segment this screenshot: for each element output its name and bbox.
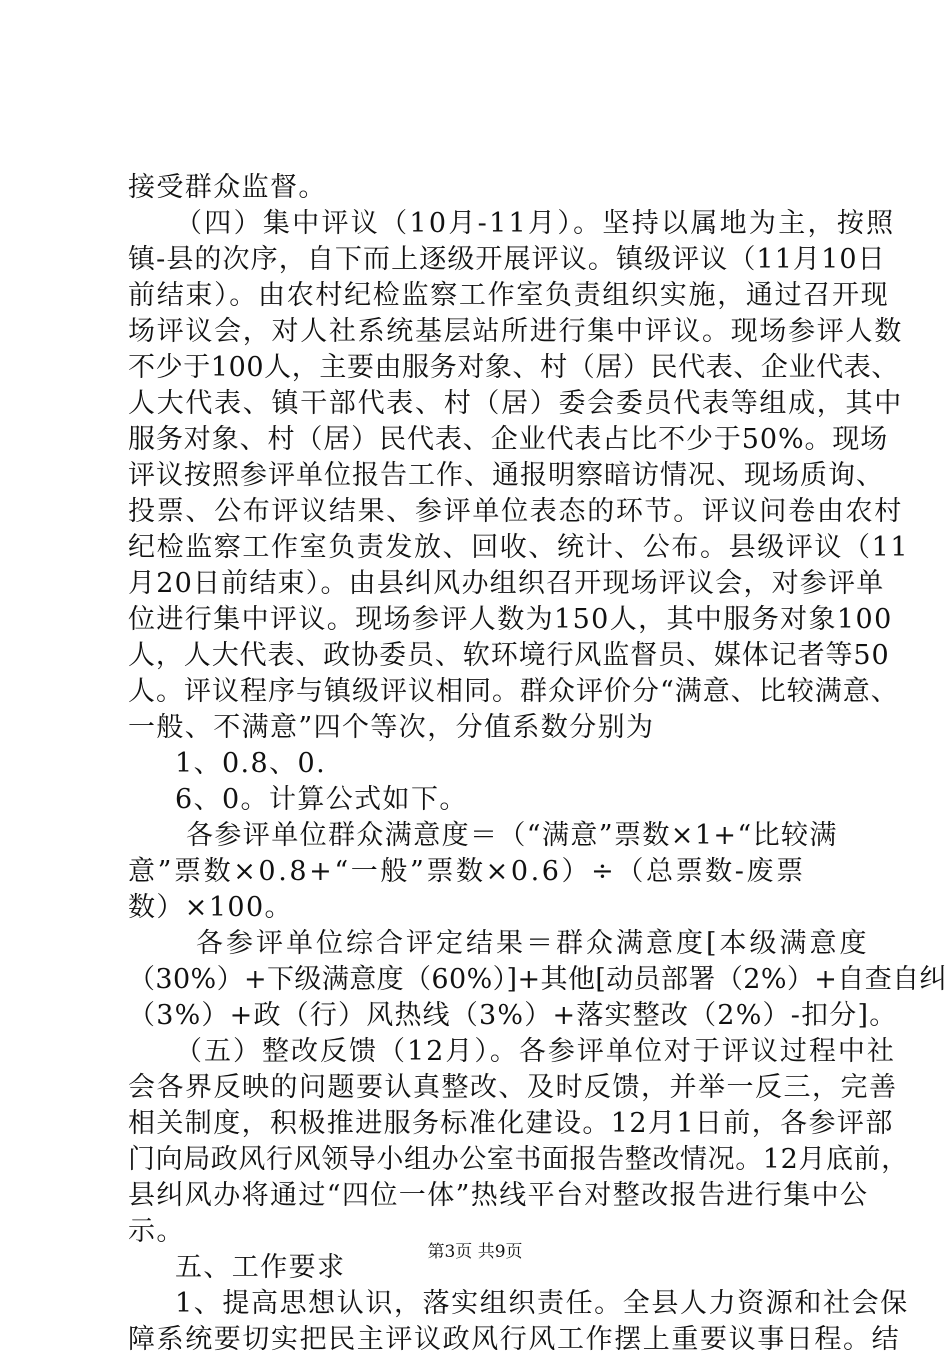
text-line: 相关制度，积极推进服务标准化建设。12月1日前，各参评部 (128, 1108, 894, 1139)
text-line: 镇-县的次序，自下而上逐级开展评议。镇级评议（11月10日 (128, 244, 886, 275)
text-line: 位进行集中评议。现场参评人数为150人，其中服务对象100 (128, 604, 893, 635)
text-line: 县纠风办将通过“四位一体”热线平台对整改报告进行集中公 (128, 1180, 869, 1211)
formula-line: （30%）+下级满意度（60%）]+其他[动员部署（2%）+自查自纠 (128, 964, 947, 995)
text-line: 人。评议程序与镇级评议相同。群众评价分“满意、比较满意、 (128, 676, 899, 707)
text-line: 障系统要切实把民主评议政风行风工作摆上重要议事日程。结 (128, 1324, 901, 1355)
text-line: 场评议会，对人社系统基层站所进行集中评议。现场参评人数 (128, 316, 903, 347)
text-line: 服务对象、村（居）民代表、企业代表占比不少于50%。现场 (128, 424, 889, 455)
text-line: 人大代表、镇干部代表、村（居）委会委员代表等组成，其中 (128, 388, 903, 419)
formula-line: 各参评单位综合评定结果＝群众满意度[本级满意度 (196, 928, 870, 959)
text-line: 投票、公布评议结果、参评单位表态的环节。评议问卷由农村 (128, 496, 903, 527)
text-line: 不少于100人，主要由服务对象、村（居）民代表、企业代表、 (128, 352, 899, 383)
text-line: 前结束）。由农村纪检监察工作室负责组织实施，通过召开现 (128, 280, 890, 311)
text-line: 人，人大代表、政协委员、软环境行风监督员、媒体记者等50 (128, 640, 890, 671)
text-line: （四）集中评议（10月-11月）。坚持以属地为主，按照 (175, 208, 896, 239)
formula-line: 各参评单位群众满意度＝（“满意”票数×1+“比较满 (186, 820, 838, 851)
formula-line: （3%）+政（行）风热线（3%）+落实整改（2%）-扣分]。 (128, 1000, 898, 1031)
section-heading: 五、工作要求 (175, 1252, 346, 1283)
page-number-footer: 第3页 共9页 (427, 1242, 523, 1262)
text-line: 一般、不满意”四个等次，分值系数分别为 (128, 712, 655, 743)
text-line: （五）整改反馈（12月）。各参评单位对于评议过程中社 (175, 1036, 896, 1067)
formula-line: 意”票数×0.8+“一般”票数×0.6）÷（总票数-废票 (128, 856, 806, 887)
text-line: 1、提高思想认识，落实组织责任。全县人力资源和社会保 (175, 1288, 909, 1319)
text-line: 月20日前结束）。由县纠风办组织召开现场评议会，对参评单 (128, 568, 885, 599)
text-line: 6、0。计算公式如下。 (175, 784, 468, 815)
text-line: 评议按照参评单位报告工作、通报明察暗访情况、现场质询、 (128, 460, 884, 491)
text-line: 示。 (128, 1216, 185, 1247)
text-line: 接受群众监督。 (128, 172, 327, 203)
text-line: 纪检监察工作室负责发放、回收、统计、公布。县级评议（11 (128, 532, 910, 563)
formula-line: 数）×100。 (128, 892, 293, 923)
text-line: 会各界反映的问题要认真整改、及时反馈，并举一反三，完善 (128, 1072, 898, 1103)
text-line: 门向局政风行风领导小组办公室书面报告整改情况。12月底前， (128, 1144, 909, 1175)
text-line: 1、0.8、0. (175, 748, 327, 779)
